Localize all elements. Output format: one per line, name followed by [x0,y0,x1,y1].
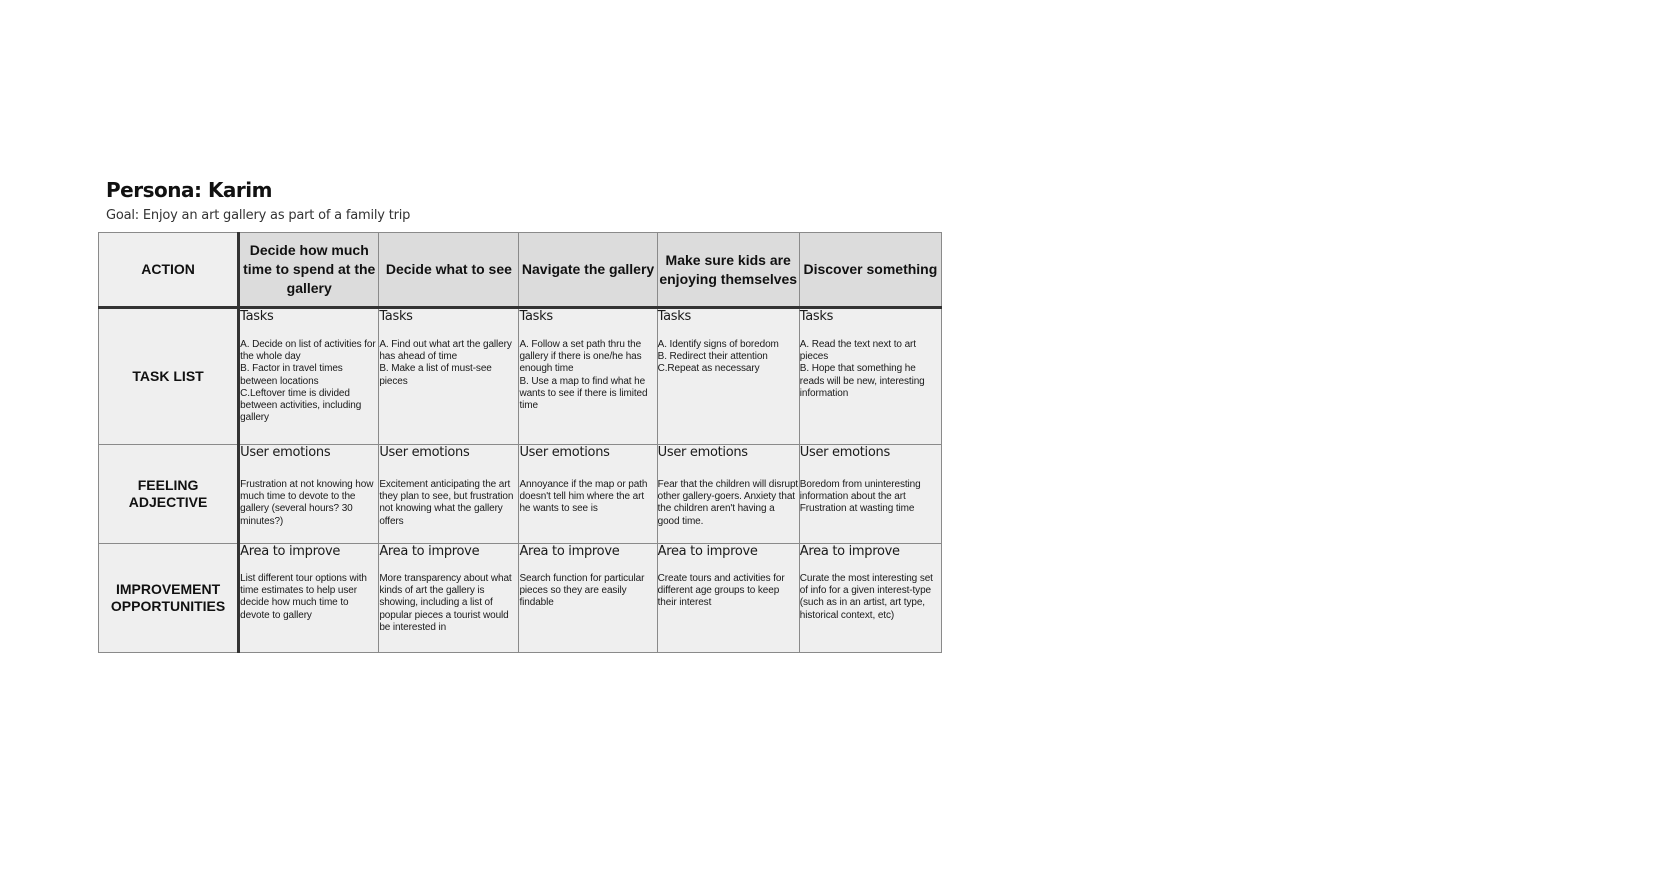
task-cell [379,308,519,445]
journey-map-table [98,232,942,653]
persona-prefix: Persona: [106,178,208,202]
improvement-cell [799,544,941,653]
improve-heading: Area to improve [519,544,620,559]
action-cell: Discover something [799,233,941,308]
tasks-heading: Tasks [379,309,413,324]
emotions-text: Excitement anticipating the art they plan to see, but frustration not knowing what the gallery offers [379,479,514,527]
improve-text: List different tour options with time estimates to help user decide how much time to devote to gallery [240,573,367,621]
emotion-cell [657,445,799,544]
tasks-text: A. Follow a set path thru the gallery if there is one/he has enough time B. Use a map to find what he wants to see if there is limited time [519,339,648,412]
improve-text: More transparency about what kinds of art the gallery is showing, including a list of popular pieces a tourist would be interested in [379,573,512,633]
action-cell: Decide how much time to spend at the gallery [239,233,379,308]
emotions-text: Annoyance if the map or path doesn't tell him where the art he wants to see is [519,479,648,515]
row-label-improvement: IMPROVEMENT OPPORTUNITIES [99,544,239,653]
improve-text: Curate the most interesting set of info for a given interest-type (such as in an artist, art type, historical context, etc) [799,573,933,621]
task-cell [239,308,379,445]
persona-goal: Goal: Enjoy an art gallery as part of a family trip [106,208,411,223]
tasks-heading: Tasks [657,309,691,324]
action-row [99,233,942,308]
tasks-text: A. Identify signs of boredom B. Redirect their attention C.Repeat as necessary [657,339,779,375]
improve-text: Create tours and activities for different age groups to keep their interest [657,573,785,609]
row-label-action: ACTION [99,233,239,308]
emotions-heading: User emotions [519,445,610,460]
emotions-heading: User emotions [657,445,748,460]
tasks-text: A. Find out what art the gallery has ahead of time B. Make a list of must-see pieces [379,339,512,387]
improvement-cell [379,544,519,653]
row-label-task-list: TASK LIST [99,308,239,445]
emotions-heading: User emotions [240,445,331,460]
emotions-text: Frustration at not knowing how much time to devote to the gallery (several hours? 30 minutes?) [240,479,374,527]
emotion-cell [379,445,519,544]
improve-heading: Area to improve [657,544,758,559]
action-cell: Navigate the gallery [519,233,657,308]
improvement-row [99,544,942,653]
improve-heading: Area to improve [799,544,900,559]
improve-text: Search function for particular pieces so they are easily findable [519,573,645,609]
emotions-heading: User emotions [379,445,470,460]
emotions-heading: User emotions [799,445,890,460]
emotions-text: Fear that the children will disrupt other gallery-goers. Anxiety that the children aren't having a good time. [657,479,799,527]
tasks-text: A. Decide on list of activities for the whole day B. Factor in travel times between locations C.Leftover time is divided between activities, including gallery [240,339,376,424]
tasks-heading: Tasks [519,309,553,324]
improve-heading: Area to improve [240,544,341,559]
tasks-text: A. Read the text next to art pieces B. Hope that something he reads will be new, interesting information [799,339,925,399]
improve-heading: Area to improve [379,544,480,559]
task-cell [519,308,657,445]
tasks-heading: Tasks [799,309,834,324]
emotions-text: Boredom from uninteresting information about the art Frustration at wasting time [799,479,921,515]
emotion-cell [519,445,657,544]
tasks-heading: Tasks [240,309,274,324]
row-label-feeling: FEELING ADJECTIVE [99,445,239,544]
task-cell [657,308,799,445]
task-list-row [99,308,942,445]
improvement-cell [657,544,799,653]
emotion-cell [799,445,941,544]
task-cell [799,308,941,445]
persona-title [106,176,272,204]
action-cell: Make sure kids are enjoying themselves [657,233,799,308]
improvement-cell [519,544,657,653]
persona-name: Karim [207,178,272,202]
improvement-cell [239,544,379,653]
emotion-cell [239,445,379,544]
action-cell: Decide what to see [379,233,519,308]
feeling-row [99,445,942,544]
